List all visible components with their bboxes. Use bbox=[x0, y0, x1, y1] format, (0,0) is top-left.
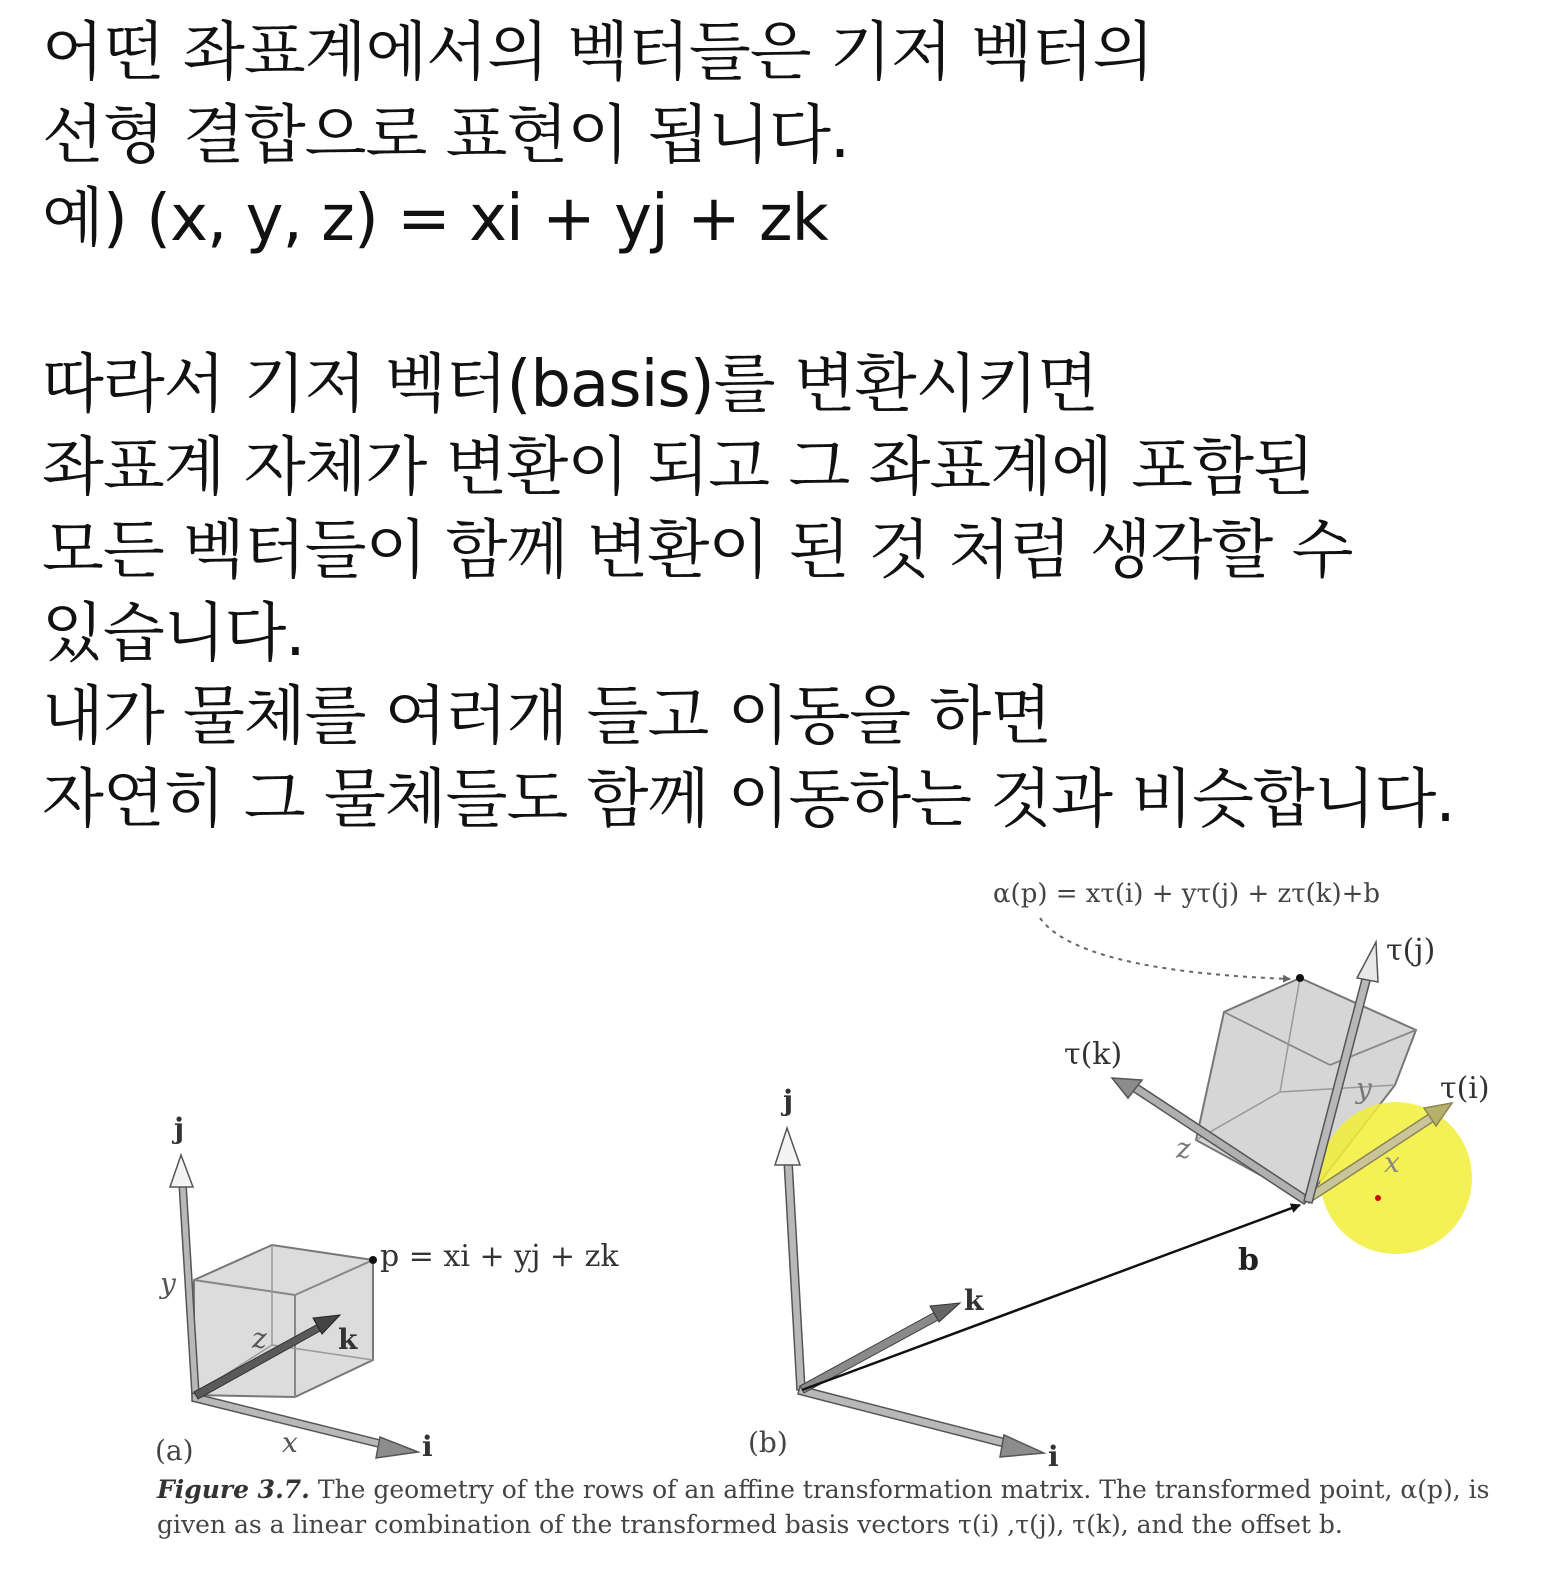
axis-j-label-b: j bbox=[783, 1084, 794, 1117]
offset-b-label: b bbox=[1238, 1243, 1259, 1278]
axis-i-head-a bbox=[376, 1437, 418, 1458]
point-equation-a: p = xi + yj + zk bbox=[380, 1239, 619, 1274]
caption-text: The geometry of the rows of an affine transformation matrix. The transformed point, α(p), is given as a linear combination of the transformed basis vectors τ(i) ,τ(j), τ(k), and the offset b. bbox=[157, 1475, 1490, 1539]
panel-b-label: (b) bbox=[748, 1426, 788, 1459]
text-line: 있습니다. bbox=[42, 597, 305, 671]
tau-i-label: τ(i) bbox=[1440, 1071, 1490, 1106]
axis-k-arrow-b bbox=[800, 1312, 940, 1393]
axis-j-label-a: j bbox=[174, 1112, 185, 1145]
coord-y-label-a: y bbox=[160, 1267, 176, 1300]
axis-j-head-b bbox=[775, 1128, 800, 1165]
panel-a-label: (a) bbox=[155, 1434, 194, 1467]
axis-i-arrow-b bbox=[798, 1386, 1010, 1448]
coord-z-label-a: z bbox=[252, 1322, 267, 1355]
point-p-dot bbox=[369, 1256, 377, 1264]
cube-a bbox=[194, 1245, 373, 1397]
panel-b bbox=[748, 879, 1490, 1473]
text-line: 자연히 그 물체들도 함께 이동하는 것과 비슷합니다. bbox=[42, 763, 1455, 837]
tau-j-label: τ(j) bbox=[1386, 933, 1436, 968]
alpha-equation: α(p) = xτ(i) + yτ(j) + zτ(k)+b bbox=[993, 879, 1381, 909]
coord-x-label-a: x bbox=[282, 1426, 298, 1459]
point-alpha-dot bbox=[1296, 974, 1304, 982]
tau-j-head bbox=[1357, 942, 1378, 982]
figure-caption bbox=[157, 1472, 1497, 1542]
caption-label: Figure 3.7. bbox=[157, 1475, 310, 1504]
coord-z-label-b: z bbox=[1176, 1132, 1191, 1165]
panel-a bbox=[155, 1112, 619, 1467]
alpha-dotted-curve bbox=[1040, 918, 1290, 979]
axis-j-arrow-b bbox=[784, 1160, 805, 1390]
axis-k-label-b: k bbox=[964, 1284, 984, 1317]
example-line: 예) (x, y, z) = xi + yj + zk bbox=[42, 182, 828, 256]
text-line: 어떤 좌표계에서의 벡터들은 기저 벡터의 bbox=[42, 16, 1154, 90]
text-line: 따라서 기저 벡터(basis)를 변환시키면 bbox=[42, 348, 1098, 422]
axis-j-head-a bbox=[170, 1155, 193, 1187]
cursor-dot bbox=[1375, 1195, 1381, 1201]
text-line: 내가 물체를 여러개 들고 이동을 하면 bbox=[42, 680, 1052, 754]
tau-k-label: τ(k) bbox=[1064, 1037, 1123, 1072]
axis-i-head-b bbox=[1000, 1435, 1044, 1457]
text-line: 모든 벡터들이 함께 변환이 된 것 처럼 생각할 수 bbox=[42, 514, 1353, 588]
axis-i-label-a: i bbox=[422, 1430, 433, 1463]
coord-y-label-b: y bbox=[1356, 1072, 1372, 1105]
offset-b-vector bbox=[802, 1205, 1300, 1390]
text-line: 좌표계 자체가 변환이 되고 그 좌표계에 포함된 bbox=[42, 431, 1314, 505]
axis-k-label-a: k bbox=[338, 1323, 358, 1356]
coord-x-label-b: x bbox=[1384, 1146, 1400, 1179]
text-line: 선형 결합으로 표현이 됩니다. bbox=[42, 99, 850, 173]
axis-i-label-b: i bbox=[1048, 1440, 1059, 1473]
